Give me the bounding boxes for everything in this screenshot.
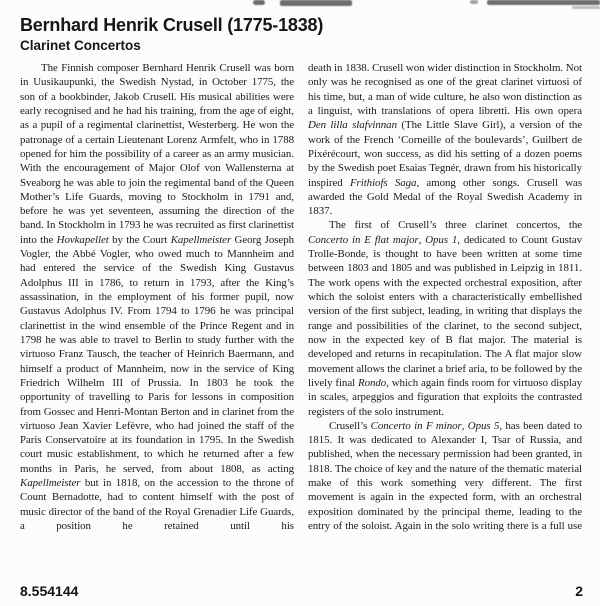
work-subtitle: Clarinet Concertos xyxy=(20,38,141,53)
page-header xyxy=(20,15,580,54)
scan-artifact xyxy=(280,0,352,6)
right-column xyxy=(308,61,582,533)
scan-artifact xyxy=(470,0,478,4)
body-paragraph: The Finnish composer Bernhard Henrik Crusell was born in Uusikaupunki, the Swedish Nystad, in October 1775, the son of a bookbinder, Jakob Crusell. His musical abilities were early recognised and he had his training, from the age of eight, as a pupil of a regimental clarinettist, Westerberg. He won the patronage of a certain Lieutenant Lorenz Armfelt, who in 1788 opened for him the possibility of a career as an army musician. With the encouragement of Major Olof von Wallensterna at Sveaborg he was able to join the regimental band of the Queen Mother’s Life Guards, moving to Stockholm in 1791 and, before he was yet seventeen, assuming the direction of the band. In Stockholm in 1793 he was recruited as first clarinettist into the Hovkapellet by the Court Kapellmeister Georg Joseph Vogler, the Abbé Vogler, who owed much to Mannheim and had entered the service of the Swedish King Gustavus Adolphus III in 1786, to return in 1793, after the King’s assassination, in the employment of his former pupil, now Gustavus Adolphus IV. From 1794 to 1796 he was principal clarinettist in the wind ensemble of the Prince Regent and in 1798 he was able to travel to Berlin to study further with the virtuoso Franz Tausch, the teacher of Heinrich Baermann, and himself a product of Mannheim, now in the service of King Friedrich Wilhelm III of Prussia. In 1803 he took the opportunity of travelling to Paris for lessons in composition from Gossec and Henri-Montan Berton and in clarinet from the virtuoso Jean Xavier Lefèvre, who had joined the staff of the Paris Conservatoire at its foundation in 1795. In the Swedish court music establishment, to which he returned after a few months in Paris, he served, from about 1808, as acting Kapellmeister but in 1818, on the accession to the throne of Count Bernadotte, had to content himself with the post of music director of the band of the Royal Grenadier Life Guards, a position he retained until his xyxy=(20,62,294,532)
left-column xyxy=(20,61,294,533)
body-paragraph: Crusell’s Concerto in F minor, Opus 5, has been dated to 1815. It was dedicated to Alexander I, Tsar of Russia, and published, when the necessary permission had been granted, in 1818. The choice of key and the nature of the thematic material make of this work something very different. The first movement is again in the expected form, with an orchestral exposition dominated by the principal theme, leading to the entry of the soloist. Again in the solo writing there is a full use xyxy=(308,419,582,532)
body-paragraph: The first of Crusell’s three clarinet concertos, the Concerto in E flat major, Opus 1, dedicated to Count Gustav Trolle-Bonde, is thought to have been written at some time between 1803 and 1805 and was published in Leipzig in 1811. The work opens with the expected orchestral exposition, after which the soloist enters with a characteristically embellished version of the first subject, leading, in writing that displays the range and possibilities of the clarinet, to the second subject, now in the expected key of B flat major. The material is developed and returns in recapitulation. The A flat major slow movement allows the clarinet a brief aria, to be followed by the lively final Rondo, which again finds room for virtuoso display in scales, arpeggios and figuration that exploits the contrasted registers of the solo instrument. xyxy=(308,219,582,418)
composer-title: Bernhard Henrik Crusell (1775-1838) xyxy=(20,15,324,35)
scan-artifact xyxy=(572,6,600,9)
text-columns xyxy=(20,61,582,533)
catalog-number: 8.554144 xyxy=(20,583,79,599)
page-footer xyxy=(20,583,583,599)
body-paragraph: death in 1838. Crusell won wider distinction in Stockholm. Not only was he recognised as one of the great clarinet virtuosi of his time, but, a man of wide culture, he also won distinction as a linguist, with translations of opera libretti. His own opera Den lilla slafvinnan (The Little Slave Girl), a version of the work of the French ‘Corneille of the boulevards’, Guilbert de Pixérécourt, won success, as did his setting of a dozen poems by the Swedish poet Esaias Tegnér, drawn from his historically inspired Frithiofs Saga, among other songs. Crusell was awarded the Gold Medal of the Royal Swedish Academy in 1837. xyxy=(308,62,583,218)
page-number: 2 xyxy=(575,583,583,599)
scan-artifact xyxy=(253,0,265,5)
scan-artifact xyxy=(487,0,600,5)
